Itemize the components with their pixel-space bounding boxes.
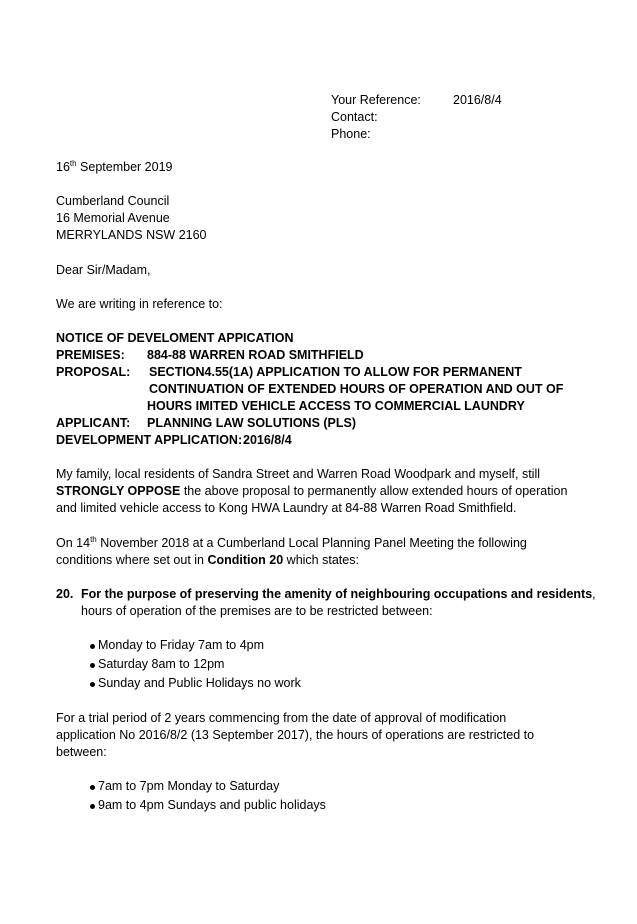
condition-number: 20. <box>56 587 74 601</box>
proposal-line-1: SECTION4.55(1A) APPLICATION TO ALLOW FOR PERMANENT <box>149 365 522 379</box>
bullet-icon <box>90 663 95 668</box>
para2-line-2: conditions where set out in Condition 20 which states: <box>56 553 359 567</box>
condition-bullet-1: Monday to Friday 7am to 4pm <box>98 638 265 652</box>
recipient-line-2: 16 Memorial Avenue <box>56 211 170 225</box>
bullet-icon <box>90 644 95 649</box>
salutation: Dear Sir/Madam, <box>56 263 151 277</box>
proposal-line-3: HOURS IMITED VEHICLE ACCESS TO COMMERCIAL LAUNDRY <box>147 399 525 413</box>
bullet-icon <box>90 804 95 809</box>
phone-label: Phone: <box>331 127 371 141</box>
condition-bullet-2: Saturday 8am to 12pm <box>98 657 225 671</box>
recipient-line-3: MERRYLANDS NSW 2160 <box>56 228 207 242</box>
da-label: DEVELOPMENT APPLICATION: <box>56 433 243 447</box>
bullet-icon <box>90 785 95 790</box>
para1-line-2: STRONGLY OPPOSE the above proposal to permanently allow extended hours of operation <box>56 484 568 498</box>
letter-date: 16th September 2019 <box>56 159 173 174</box>
para1-line-1: My family, local residents of Sandra Street and Warren Road Woodpark and myself, still <box>56 467 541 481</box>
your-reference-label: Your Reference: <box>331 93 421 107</box>
applicant-label: APPLICANT: <box>56 416 131 430</box>
your-reference-value: 2016/8/4 <box>453 93 502 107</box>
proposal-line-2: CONTINUATION OF EXTENDED HOURS OF OPERATION AND OUT OF <box>149 382 564 396</box>
condition-bullet-3: Sunday and Public Holidays no work <box>98 676 301 690</box>
contact-label: Contact: <box>331 110 378 124</box>
intro-text: We are writing in reference to: <box>56 297 223 311</box>
trial-line-3: between: <box>56 745 107 759</box>
proposal-label: PROPOSAL: <box>56 365 131 379</box>
recipient-line-1: Cumberland Council <box>56 194 170 208</box>
trial-line-1: For a trial period of 2 years commencing from the date of approval of modification <box>56 711 507 725</box>
para2-line-1: On 14th November 2018 at a Cumberland Local Planning Panel Meeting the following <box>56 535 527 550</box>
bullet-icon <box>90 682 95 687</box>
premises-value: 884-88 WARREN ROAD SMITHFIELD <box>147 348 364 362</box>
premises-label: PREMISES: <box>56 348 125 362</box>
trial-bullet-2: 9am to 4pm Sundays and public holidays <box>98 798 326 812</box>
para1-line-3: and limited vehicle access to Kong HWA Laundry at 84-88 Warren Road Smithfield. <box>56 501 517 515</box>
applicant-value: PLANNING LAW SOLUTIONS (PLS) <box>147 416 357 430</box>
da-value: 2016/8/4 <box>243 433 292 447</box>
notice-title: NOTICE OF DEVELOMENT APPICATION <box>56 331 294 345</box>
trial-line-2: application No 2016/8/2 (13 September 2017), the hours of operations are restricted to <box>56 728 535 742</box>
condition-line-1: For the purpose of preserving the amenity of neighbouring occupations and residents, <box>81 587 596 601</box>
trial-bullet-1: 7am to 7pm Monday to Saturday <box>98 779 280 793</box>
condition-line-2: hours of operation of the premises are to be restricted between: <box>81 604 433 618</box>
